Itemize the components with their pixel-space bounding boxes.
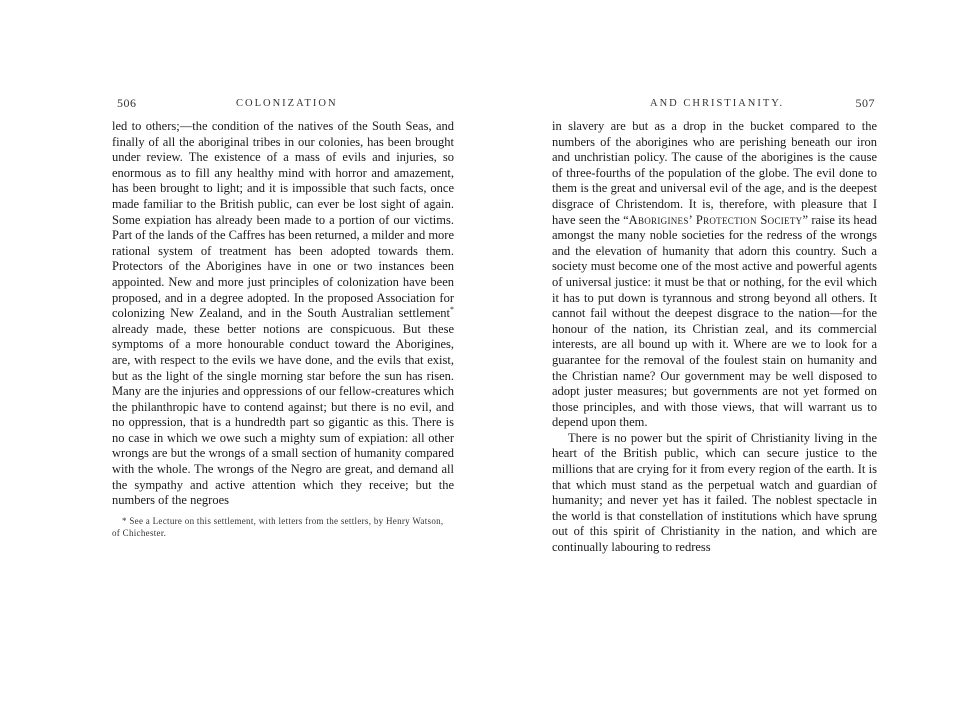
right-page-header — [552, 96, 877, 112]
right-p1-part-a: in slavery are but as a drop in the bucket compared to the numbers of the aborigines who are perishing beneath our iron and unchristian policy. The cause of the aborigines is the cause of three-fourths of the population of the globe. The evil done to them is the great and universal evil of the age, and is the deepest disgrace of Christendom. It is, therefore, with pleasure that I have seen the “ — [552, 119, 877, 227]
left-text-part-a: led to others;—the condition of the natives of the South Seas, and finally of all the aboriginal tribes in our colonies, has been brought under review. The existence of a mass of evils and injuries, so enormous as to fill any healthy mind with horror and amazement, has been brought to light; and it is impossible that such facts, once made familiar to the British public, can ever be lost sight of again. Some expiation has already been made to a portion of our victims. Part of the lands of the Caffres has been returned, a milder and more rational system of treatment has been adopted towards them. Protectors of the Aborigines have in one or two instances been appointed. New and more just principles of colonization have been proposed, and in a degree adopted. In the proposed Association for colonizing New Zealand, and in the South Australian settlement — [112, 119, 455, 321]
right-page-number: 507 — [855, 96, 875, 110]
left-body-text — [112, 119, 454, 509]
footnote-marker: * — [450, 304, 454, 314]
right-paragraph-2: There is no power but the spirit of Christianity living in the heart of the British public, which can secure justice to the millions that are crying for it from every region of the earth. It is that which must stand as the perpetual watch and guardian of humanity; and never yet has it failed. The noblest spectacle in the world is that constellation of institutions which have sprung out of this spirit of Christianity in the nation, and which are continually labouring to redress — [552, 430, 877, 555]
left-page-header — [112, 96, 454, 112]
society-name: Aborigines’ Protection Society — [628, 212, 803, 227]
right-body-text — [552, 119, 877, 556]
right-paragraph-1 — [552, 119, 877, 431]
left-text-part-b: already made, these better notions are conspicuous. But these symptoms of a more honourable conduct toward the Aborigines, are, with respect to the evils we have done, and the evils that exist, but as the light of the single morning star before the sun has risen. Many are the injuries and oppressions of our fellow-creatures which the philanthropic have to contend against; but there is no evil, and no oppression, that is a hundredth part so gigantic as this. There is no case in which we owe such a mighty sum of expiation: all other wrongs are but the wrongs of a small section of humanity compared with the whole. The wrongs of the Negro are great, and demand all the sympathy and active attention which they receive; but the numbers of the negroes — [112, 321, 454, 508]
right-p1-part-b: ” raise its head amongst the many noble societies for the redress of the wrongs and the elevation of humanity that adorn this country. Such a society must become one of the most active and powerful agents of universal justice: it must be that or nothing, for the evil which it has to put down is tyrannous and strong beyond all others. It cannot fail without the deepest disgrace to the nation—for the honour of the nation, its Christian zeal, and its commercial interests, are all bound up with it. Where are we to look for a guarantee for the removal of the foulest stain on humanity and the Christian name? Our government may be well disposed to adopt juster measures; but governments are not yet formed on those principles, and with those views, that will warrant us to depend upon them. — [552, 212, 877, 430]
left-page-number: 506 — [117, 96, 137, 110]
footnote: * See a Lecture on this settlement, with letters from the settlers, by Henry Watson, of Chichester. — [112, 515, 444, 538]
right-running-head: AND CHRISTIANITY. — [650, 98, 785, 109]
left-running-head: COLONIZATION — [236, 98, 338, 109]
right-page — [552, 96, 877, 556]
left-page — [112, 96, 454, 539]
left-paragraph — [112, 119, 454, 509]
